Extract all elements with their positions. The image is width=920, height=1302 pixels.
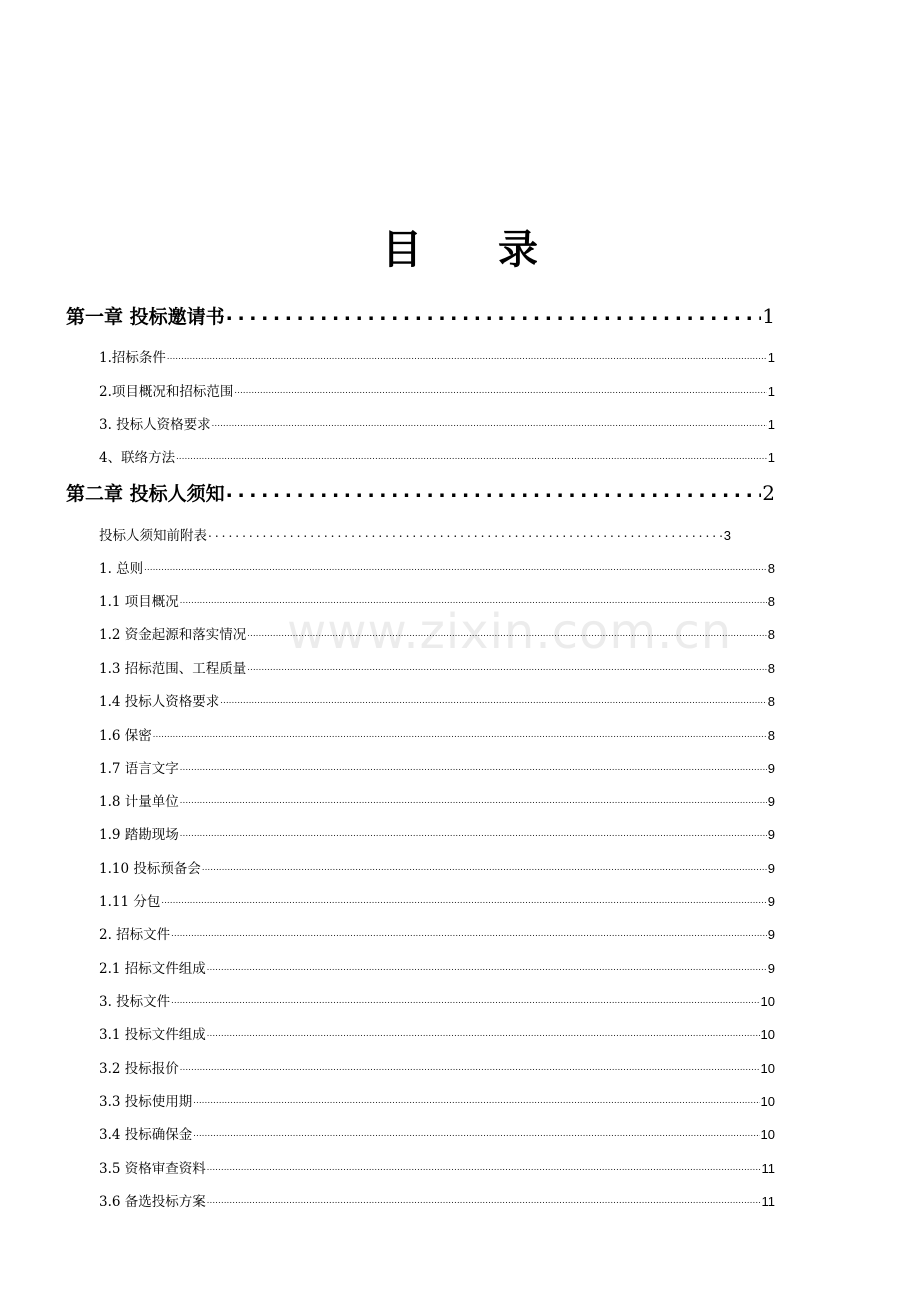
toc-leader (167, 352, 767, 361)
toc-entry[interactable] (99, 957, 775, 977)
toc-entry[interactable] (99, 990, 775, 1010)
toc-entry[interactable] (99, 446, 775, 466)
toc-page: 1 (767, 450, 775, 465)
toc-leader (212, 419, 767, 428)
toc-leader (202, 863, 767, 872)
toc-leader (180, 796, 767, 805)
toc-page: 2 (762, 481, 775, 505)
toc-leader (247, 629, 767, 638)
toc-entry[interactable] (99, 1157, 775, 1177)
toc-leader (180, 1063, 760, 1072)
toc-label: 2.项目概况和招标范围 (99, 384, 234, 400)
toc-chapter-2[interactable] (66, 479, 775, 506)
toc-label: 1.6 保密 (99, 728, 152, 744)
toc-page: 10 (760, 1027, 775, 1042)
toc-page: 9 (767, 961, 775, 976)
toc-entry[interactable] (99, 524, 731, 544)
toc-leader (226, 303, 762, 325)
toc-page: 10 (760, 1127, 775, 1142)
toc-entry[interactable] (99, 623, 775, 643)
toc-leader (180, 596, 767, 605)
toc-label: 1.1 项目概况 (99, 594, 179, 610)
toc-entry[interactable] (99, 1190, 775, 1210)
toc-entry[interactable] (99, 1057, 775, 1077)
toc-leader (193, 1096, 759, 1105)
toc-page: 10 (760, 994, 775, 1009)
toc-label: 1. 总则 (99, 561, 144, 577)
toc-label: 1.7 语言文字 (99, 761, 179, 777)
toc-entry[interactable] (99, 857, 775, 877)
toc-entry[interactable] (99, 823, 775, 843)
toc-leader (180, 829, 767, 838)
toc-entry[interactable] (99, 590, 775, 610)
toc-label: 3. 投标人资格要求 (99, 417, 211, 433)
toc-label: 2.1 招标文件组成 (99, 961, 206, 977)
toc-chapter-1[interactable] (66, 302, 775, 329)
toc-entry[interactable] (99, 346, 775, 366)
toc-entry[interactable] (99, 557, 775, 577)
toc-page: 1 (767, 350, 775, 365)
toc-page: 8 (767, 627, 775, 642)
toc-leader (207, 1163, 761, 1172)
toc-label: 1.4 投标人资格要求 (99, 694, 220, 710)
toc-label: 3.5 资格审查资料 (99, 1161, 206, 1177)
toc-entry[interactable] (99, 1023, 775, 1043)
toc-label: 1.11 分包 (99, 894, 161, 910)
toc-leader (161, 896, 766, 905)
toc-entry[interactable] (99, 923, 775, 943)
toc-page: 3 (723, 528, 731, 543)
toc-label: 3.6 备选投标方案 (99, 1194, 206, 1210)
toc-label: 2. 招标文件 (99, 927, 171, 943)
toc-leader (144, 563, 767, 572)
toc-label: 3.3 投标使用期 (99, 1094, 193, 1110)
toc-label: 3.1 投标文件组成 (99, 1027, 206, 1043)
watermark: www.zixin.com.cn (287, 604, 733, 660)
toc-label: 第二章 投标人须知 (66, 483, 225, 505)
toc-leader (180, 763, 767, 772)
toc-entry[interactable] (99, 724, 775, 744)
toc-entry[interactable] (99, 757, 775, 777)
toc-leader (207, 1029, 760, 1038)
toc-page: 8 (767, 561, 775, 576)
toc-page: 10 (760, 1094, 775, 1109)
toc-page: 9 (767, 894, 775, 909)
toc-entry[interactable] (99, 790, 775, 810)
toc-leader (153, 730, 767, 739)
toc-page: 11 (761, 1194, 775, 1209)
toc-leader (226, 480, 762, 502)
title-char-2: 录 (498, 227, 538, 273)
toc-leader (193, 1129, 759, 1138)
toc-label: 4、联络方法 (99, 450, 176, 466)
toc-label: 1.9 踏勘现场 (99, 827, 179, 843)
toc-page: 10 (760, 1061, 775, 1076)
toc-entry[interactable] (99, 657, 775, 677)
toc-leader (171, 929, 767, 938)
toc-label: 3. 投标文件 (99, 994, 171, 1010)
title-char-1: 目 (382, 227, 422, 273)
toc-leader (171, 996, 759, 1005)
toc-page: 9 (767, 861, 775, 876)
toc-leader (176, 452, 767, 461)
toc-page: 8 (767, 694, 775, 709)
toc-label: 投标人须知前附表 (99, 528, 207, 544)
toc-label: 第一章 投标邀请书 (66, 306, 225, 328)
toc-entry[interactable] (99, 413, 775, 433)
toc-page: 9 (767, 761, 775, 776)
toc-entry[interactable] (99, 380, 775, 400)
toc-leader (247, 663, 767, 672)
toc-page: 9 (767, 927, 775, 942)
toc-label: 1.10 投标预备会 (99, 861, 201, 877)
toc-entry[interactable] (99, 890, 775, 910)
toc-leader (207, 1196, 761, 1205)
toc-page: 9 (767, 827, 775, 842)
toc-page: 1 (767, 384, 775, 399)
toc-label: 3.4 投标确保金 (99, 1127, 193, 1143)
toc-page: 8 (767, 594, 775, 609)
toc-page: 8 (767, 661, 775, 676)
toc-label: 1.招标条件 (99, 350, 166, 366)
toc-label: 1.2 资金起源和落实情况 (99, 627, 247, 643)
toc-leader (234, 386, 766, 395)
toc-label: 1.3 招标范围、工程质量 (99, 661, 247, 677)
toc-entry[interactable] (99, 1123, 775, 1143)
toc-leader (208, 526, 723, 540)
toc-leader (220, 696, 767, 705)
toc-page: 1 (762, 304, 775, 328)
toc-page: 1 (767, 417, 775, 432)
toc-leader (207, 963, 767, 972)
toc-entry[interactable] (99, 1090, 775, 1110)
toc-entry[interactable] (99, 690, 775, 710)
toc-label: 3.2 投标报价 (99, 1061, 179, 1077)
toc-label: 1.8 计量单位 (99, 794, 179, 810)
toc-page: 8 (767, 728, 775, 743)
toc-page: 11 (761, 1161, 775, 1176)
toc-page: 9 (767, 794, 775, 809)
